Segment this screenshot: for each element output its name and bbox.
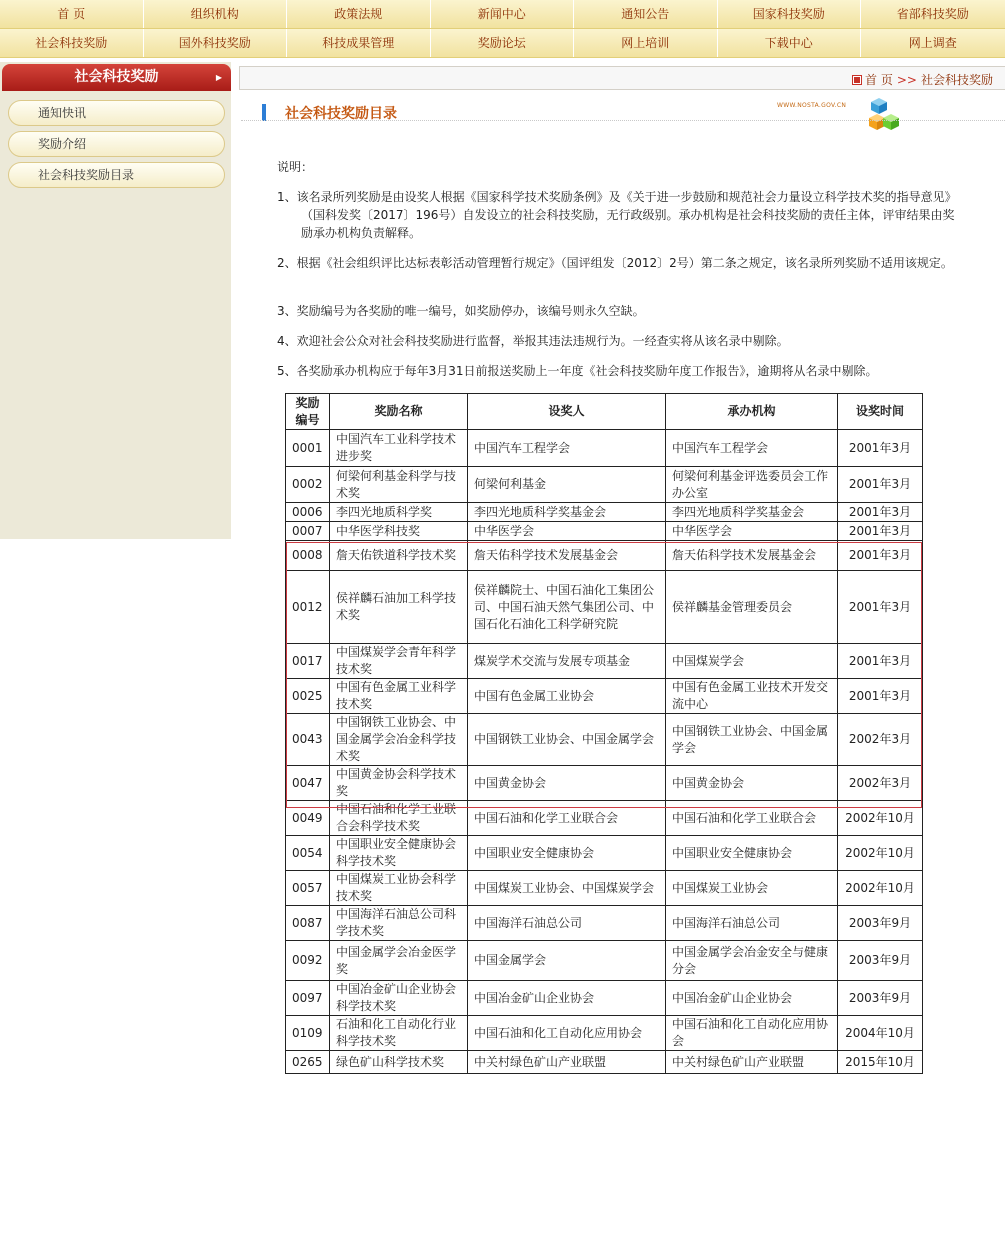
cell-founder: 中国黄金协会 <box>468 766 666 801</box>
cell-organizer: 李四光地质科学奖基金会 <box>666 503 838 522</box>
cell-founder: 中国石油和化工自动化应用协会 <box>468 1016 666 1051</box>
site-url-watermark: WWW.NOSTA.GOV.CN <box>777 102 847 109</box>
sidebar-title <box>2 64 231 91</box>
cell-organizer: 詹天佑科学技术发展基金会 <box>666 541 838 571</box>
cell-award-id: 0043 <box>286 714 330 766</box>
sidebar-item-notices[interactable]: 通知快讯 <box>8 100 225 126</box>
table-body <box>286 430 923 1074</box>
bullet-square-icon <box>853 76 861 84</box>
cell-established-date: 2001年3月 <box>838 503 923 522</box>
cell-founder: 中国石油和化学工业联合会 <box>468 801 666 836</box>
table-row <box>286 541 923 571</box>
cell-award-id: 0012 <box>286 571 330 644</box>
cell-established-date: 2001年3月 <box>838 644 923 679</box>
cell-founder: 何梁何利基金 <box>468 467 666 503</box>
cell-founder: 詹天佑科学技术发展基金会 <box>468 541 666 571</box>
table-row <box>286 571 923 644</box>
cell-established-date: 2015年10月 <box>838 1051 923 1074</box>
cell-award-id: 0054 <box>286 836 330 871</box>
cell-established-date: 2001年3月 <box>838 571 923 644</box>
cell-award-name: 绿色矿山科学技术奖 <box>330 1051 468 1074</box>
cell-founder: 李四光地质科学奖基金会 <box>468 503 666 522</box>
cell-organizer: 中国金属学会冶金安全与健康分会 <box>666 941 838 981</box>
note-item-3: 3、奖励编号为各奖励的唯一编号，如奖励停办，该编号则永久空缺。 <box>277 304 645 318</box>
cell-award-name: 中国钢铁工业协会、中国金属学会冶金科学技术奖 <box>330 714 468 766</box>
table-row <box>286 766 923 801</box>
cell-established-date: 2002年3月 <box>838 714 923 766</box>
breadcrumb-current: 社会科技奖励 <box>920 73 993 87</box>
cell-award-id: 0008 <box>286 541 330 571</box>
table-row <box>286 679 923 714</box>
breadcrumb <box>853 71 993 88</box>
cell-organizer: 中国汽车工程学会 <box>666 430 838 467</box>
cell-award-id: 0017 <box>286 644 330 679</box>
cell-organizer: 中国有色金属工业技术开发交流中心 <box>666 679 838 714</box>
cell-established-date: 2001年3月 <box>838 430 923 467</box>
cell-founder: 中华医学会 <box>468 522 666 541</box>
note-item-2: 2、根据《社会组织评比达标表彰活动管理暂行规定》（国评组发〔2012〕2号）第二条之规定，该名录所列奖励不适用该规定。 <box>277 256 953 270</box>
cell-organizer: 中国冶金矿山企业协会 <box>666 981 838 1016</box>
cell-established-date: 2004年10月 <box>838 1016 923 1051</box>
table-row <box>286 467 923 503</box>
cell-award-id: 0025 <box>286 679 330 714</box>
nav-foreign-awards[interactable]: 国外科技奖励 <box>144 29 288 57</box>
cell-organizer: 何梁何利基金评选委员会工作办公室 <box>666 467 838 503</box>
cell-award-name: 李四光地质科学奖 <box>330 503 468 522</box>
cell-award-name: 中国煤炭工业协会科学技术奖 <box>330 871 468 906</box>
nav-survey[interactable]: 网上调查 <box>861 29 1005 57</box>
cell-award-name: 中国石油和化学工业联合会科学技术奖 <box>330 801 468 836</box>
cell-award-name: 石油和化工自动化行业科学技术奖 <box>330 1016 468 1051</box>
cell-award-id: 0057 <box>286 871 330 906</box>
cell-established-date: 2002年3月 <box>838 766 923 801</box>
top-nav <box>0 0 1005 58</box>
table-row <box>286 941 923 981</box>
cell-award-name: 中国汽车工业科学技术进步奖 <box>330 430 468 467</box>
table-row <box>286 503 923 522</box>
sidebar <box>0 62 231 539</box>
sidebar-item-award-catalog[interactable]: 社会科技奖励目录 <box>8 162 225 188</box>
cell-established-date: 2002年10月 <box>838 801 923 836</box>
nav-notices[interactable]: 通知公告 <box>574 0 718 28</box>
cell-organizer: 中国海洋石油总公司 <box>666 906 838 941</box>
cell-established-date: 2003年9月 <box>838 941 923 981</box>
cell-founder: 中国冶金矿山企业协会 <box>468 981 666 1016</box>
col-header-founder: 设奖人 <box>468 394 666 430</box>
breadcrumb-home-link[interactable]: 首 页 <box>865 73 893 87</box>
note-item-4: 4、欢迎社会公众对社会科技奖励进行监督，举报其违法违规行为。一经查实将从该名录中剔除。 <box>277 334 789 348</box>
cell-organizer: 中国煤炭工业协会 <box>666 871 838 906</box>
cell-founder: 中国汽车工程学会 <box>468 430 666 467</box>
title-divider <box>241 120 1005 122</box>
cell-founder: 中国有色金属工业协会 <box>468 679 666 714</box>
cubes-logo-icon <box>865 96 907 138</box>
cell-established-date: 2001年3月 <box>838 522 923 541</box>
nav-national-awards[interactable]: 国家科技奖励 <box>718 0 862 28</box>
table-row <box>286 644 923 679</box>
cell-award-id: 0049 <box>286 801 330 836</box>
top-nav-row-1 <box>0 0 1005 28</box>
cell-award-id: 0265 <box>286 1051 330 1074</box>
sidebar-item-award-intro[interactable]: 奖励介绍 <box>8 131 225 157</box>
nav-news[interactable]: 新闻中心 <box>431 0 575 28</box>
cell-award-name: 中国有色金属工业科学技术奖 <box>330 679 468 714</box>
nav-forum[interactable]: 奖励论坛 <box>431 29 575 57</box>
cell-organizer: 中关村绿色矿山产业联盟 <box>666 1051 838 1074</box>
cell-award-name: 侯祥麟石油加工科学技术奖 <box>330 571 468 644</box>
nav-policy[interactable]: 政策法规 <box>287 0 431 28</box>
table-row <box>286 906 923 941</box>
table-row <box>286 522 923 541</box>
table-row <box>286 1016 923 1051</box>
cell-award-name: 中国职业安全健康协会科学技术奖 <box>330 836 468 871</box>
triangle-right-icon: ▶ <box>215 73 222 82</box>
nav-ministerial-awards[interactable]: 省部科技奖励 <box>861 0 1005 28</box>
cell-established-date: 2001年3月 <box>838 679 923 714</box>
cell-established-date: 2003年9月 <box>838 906 923 941</box>
cell-organizer: 中国煤炭学会 <box>666 644 838 679</box>
note-item-1: 1、该名录所列奖励是由设奖人根据《国家科学技术奖励条例》及《关于进一步鼓励和规范社会力量设立科学技术奖的指导意见》（国科发奖〔2017〕196号）自发设立的社会科技奖励，无行政级别。承办机构是社会科技奖励的责任主体，评审结果由奖励承办机构负责解释。 <box>277 190 957 240</box>
cell-established-date: 2001年3月 <box>838 467 923 503</box>
title-accent-bar <box>262 104 266 121</box>
col-header-organizer: 承办机构 <box>666 394 838 430</box>
cell-founder: 侯祥麟院士、中国石油化工集团公司、中国石油天然气集团公司、中国石化石油化工科学研究院 <box>468 571 666 644</box>
cell-organizer: 中国黄金协会 <box>666 766 838 801</box>
cell-organizer: 中国石油和化工自动化应用协会 <box>666 1016 838 1051</box>
page-title: 社会科技奖励目录 <box>285 106 397 122</box>
nav-home[interactable]: 首 页 <box>0 0 144 28</box>
cell-award-name: 中国黄金协会科学技术奖 <box>330 766 468 801</box>
note-item-5: 5、各奖励承办机构应于每年3月31日前报送奖励上一年度《社会科技奖励年度工作报告》，逾期将从名录中剔除。 <box>277 364 878 378</box>
cell-founder: 中国钢铁工业协会、中国金属学会 <box>468 714 666 766</box>
cell-award-name: 中国海洋石油总公司科学技术奖 <box>330 906 468 941</box>
nav-social-awards[interactable]: 社会科技奖励 <box>0 29 144 57</box>
cell-award-id: 0109 <box>286 1016 330 1051</box>
breadcrumb-separator: >> <box>896 73 917 87</box>
cell-founder: 中国海洋石油总公司 <box>468 906 666 941</box>
cell-organizer: 中国职业安全健康协会 <box>666 836 838 871</box>
cell-established-date: 2003年9月 <box>838 981 923 1016</box>
cell-founder: 中国职业安全健康协会 <box>468 836 666 871</box>
table-row <box>286 871 923 906</box>
cell-award-id: 0097 <box>286 981 330 1016</box>
cell-established-date: 2001年3月 <box>838 541 923 571</box>
nav-achievements[interactable]: 科技成果管理 <box>287 29 431 57</box>
nav-training[interactable]: 网上培训 <box>574 29 718 57</box>
top-nav-row-2 <box>0 29 1005 57</box>
table-row <box>286 714 923 766</box>
cell-founder: 煤炭学术交流与发展专项基金 <box>468 644 666 679</box>
table-header-row <box>286 394 923 430</box>
table-row <box>286 981 923 1016</box>
cell-award-name: 中国冶金矿山企业协会科学技术奖 <box>330 981 468 1016</box>
breadcrumb-bar <box>239 66 1005 90</box>
cell-established-date: 2002年10月 <box>838 836 923 871</box>
cell-award-name: 中国煤炭学会青年科学技术奖 <box>330 644 468 679</box>
cell-established-date: 2002年10月 <box>838 871 923 906</box>
cell-founder: 中国煤炭工业协会、中国煤炭学会 <box>468 871 666 906</box>
table-row <box>286 430 923 467</box>
col-header-date: 设奖时间 <box>838 394 923 430</box>
cell-award-id: 0087 <box>286 906 330 941</box>
cell-award-name: 詹天佑铁道科学技术奖 <box>330 541 468 571</box>
award-catalog-table <box>285 393 923 1074</box>
table-row <box>286 836 923 871</box>
notes-heading: 说明： <box>277 160 314 174</box>
cell-award-id: 0007 <box>286 522 330 541</box>
sidebar-title-label: 社会科技奖励 <box>74 69 159 85</box>
table-row <box>286 801 923 836</box>
cell-award-id: 0002 <box>286 467 330 503</box>
cell-award-id: 0006 <box>286 503 330 522</box>
cell-award-id: 0047 <box>286 766 330 801</box>
table-row <box>286 1051 923 1074</box>
cell-award-id: 0001 <box>286 430 330 467</box>
cell-award-name: 中国金属学会冶金医学奖 <box>330 941 468 981</box>
cell-award-name: 中华医学科技奖 <box>330 522 468 541</box>
cell-organizer: 中国钢铁工业协会、中国金属学会 <box>666 714 838 766</box>
cell-founder: 中国金属学会 <box>468 941 666 981</box>
cell-founder: 中关村绿色矿山产业联盟 <box>468 1051 666 1074</box>
cell-organizer: 侯祥麟基金管理委员会 <box>666 571 838 644</box>
col-header-id: 奖励编号 <box>286 394 330 430</box>
cell-award-id: 0092 <box>286 941 330 981</box>
nav-downloads[interactable]: 下载中心 <box>718 29 862 57</box>
cell-organizer: 中华医学会 <box>666 522 838 541</box>
cell-award-name: 何梁何利基金科学与技术奖 <box>330 467 468 503</box>
col-header-name: 奖励名称 <box>330 394 468 430</box>
cell-organizer: 中国石油和化学工业联合会 <box>666 801 838 836</box>
nav-organization[interactable]: 组织机构 <box>144 0 288 28</box>
